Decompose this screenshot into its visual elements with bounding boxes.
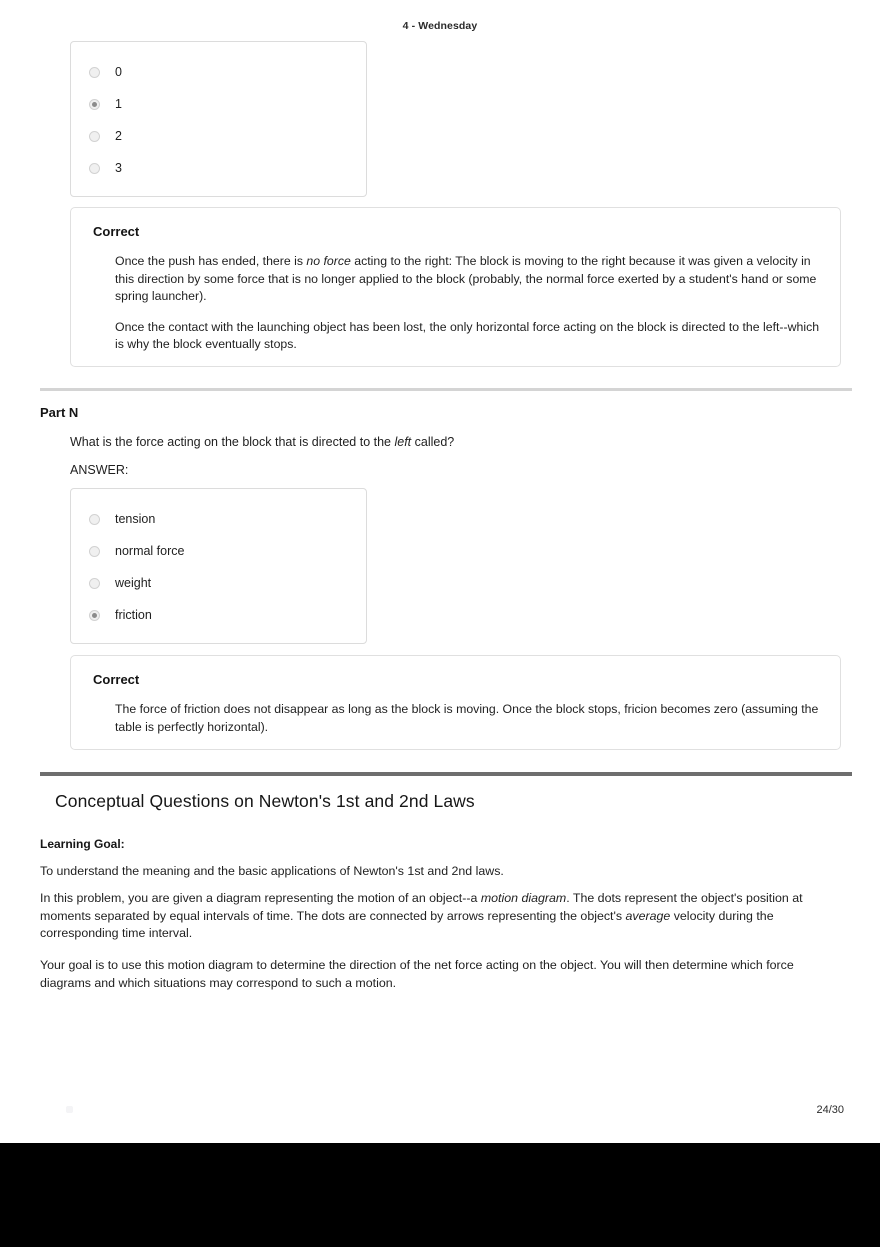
choice-label: 2: [115, 128, 122, 143]
choice-label: tension: [115, 511, 156, 526]
feedback-emphasis: no force: [306, 254, 351, 268]
section-divider-thin: [40, 388, 852, 391]
choice-label: friction: [115, 607, 152, 622]
radio-button-option-weight[interactable]: [89, 578, 100, 589]
choice-row[interactable]: [71, 503, 366, 535]
radio-button-option-friction[interactable]: [89, 610, 100, 621]
choice-label: 0: [115, 64, 122, 79]
choice-row[interactable]: [71, 88, 366, 120]
choice-label: 1: [115, 96, 122, 111]
page-number: 24/30: [816, 1104, 844, 1116]
choice-label: 3: [115, 160, 122, 175]
radio-button-option-tension[interactable]: [89, 514, 100, 525]
scan-artifact: [66, 1106, 73, 1113]
choice-row[interactable]: [71, 535, 366, 567]
problem-paragraph-2: Your goal is to use this motion diagram to determine the direction of the net force acting on the object. You will then determine which force diagrams and which situations may correspond to such a motion.: [40, 958, 794, 990]
feedback-text-tail: acting to the right: The block is moving to the right because it was given a velocity in this direction by some force that is no longer applied to the block (probably, the normal force exerted by a student's hand or some spring launcher).: [115, 254, 817, 303]
choice-row[interactable]: [71, 120, 366, 152]
feedback-text-lead: Once the push has ended, there is: [115, 254, 307, 268]
problem-heading: Conceptual Questions on Newton's 1st and 2nd Laws: [55, 791, 475, 811]
feedback-body: [115, 253, 820, 354]
feedback-box-previous: [70, 207, 841, 367]
radio-button-option-0[interactable]: [89, 67, 100, 78]
feedback-body: [115, 701, 820, 736]
learning-goal-text: To understand the meaning and the basic applications of Newton's 1st and 2nd laws.: [40, 864, 504, 878]
part-question-tail: called?: [411, 435, 455, 449]
feedback-paragraph: Once the contact with the launching object has been lost, the only horizontal force acting on the block is directed to the left--which is why the block eventually stops.: [115, 319, 820, 351]
radio-button-option-normal-force[interactable]: [89, 546, 100, 557]
feedback-box-part-n: [70, 655, 841, 750]
page-bottom-black-band: [0, 1143, 880, 1247]
section-divider-thick: [40, 772, 852, 776]
running-header: 4 - Wednesday: [402, 20, 478, 32]
feedback-title: Correct: [93, 224, 140, 239]
problem-paragraph-1: [40, 890, 842, 943]
paragraph-text-mid: . The dots represent the object's position at moments separated by equal intervals of time. The dots are connected by arrows representing the object's: [40, 891, 803, 923]
answer-choice-box-previous: [70, 41, 367, 197]
part-question: [70, 434, 770, 450]
choice-row[interactable]: [71, 567, 366, 599]
choice-row[interactable]: [71, 599, 366, 631]
answer-label: ANSWER:: [70, 463, 129, 477]
feedback-paragraph: The force of friction does not disappear as long as the block is moving. Once the block stops, fricion becomes zero (assuming the table is perfectly horizontal).: [115, 702, 819, 734]
feedback-title: Correct: [93, 672, 140, 687]
part-title: Part N: [40, 405, 79, 420]
paragraph-text-lead: In this problem, you are given a diagram representing the motion of an object--a: [40, 891, 481, 905]
radio-button-option-1[interactable]: [89, 99, 100, 110]
paragraph-emphasis-motion-diagram: motion diagram: [480, 891, 567, 905]
choice-row[interactable]: [71, 152, 366, 184]
learning-goal-label: Learning Goal:: [40, 837, 125, 851]
paragraph-emphasis-average: average: [625, 908, 671, 923]
radio-button-option-3[interactable]: [89, 163, 100, 174]
choice-label: normal force: [115, 543, 185, 558]
radio-button-option-2[interactable]: [89, 131, 100, 142]
choice-label: weight: [115, 575, 152, 590]
part-question-lead: What is the force acting on the block that is directed to the: [70, 435, 395, 449]
answer-choice-box-part-n: [70, 488, 367, 644]
feedback-paragraph: [115, 253, 820, 306]
paragraph-text-tail: velocity during the corresponding time interval.: [40, 908, 774, 941]
part-question-emphasis: left: [394, 435, 412, 449]
choice-row[interactable]: [71, 56, 366, 88]
